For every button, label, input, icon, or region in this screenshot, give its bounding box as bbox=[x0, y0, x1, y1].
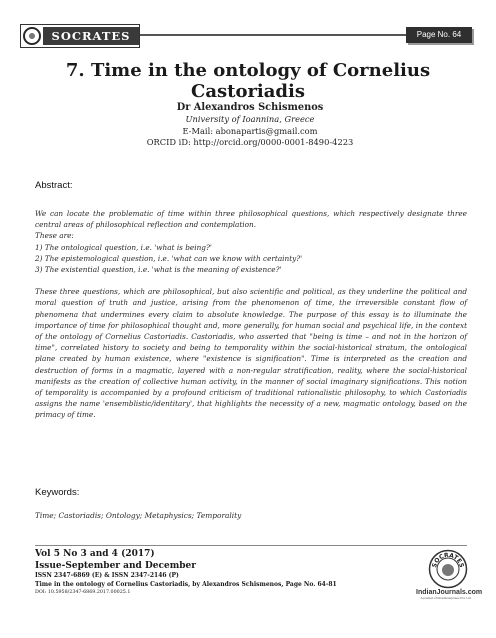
abstract-body bbox=[35, 208, 467, 421]
author-affiliation: University of Ioannina, Greece bbox=[185, 114, 315, 124]
keywords-text: Time; Castoriadis; Ontology; Metaphysics; Temporality bbox=[35, 511, 242, 520]
seal-text: SOCRATES bbox=[431, 551, 465, 569]
socrates-logo-text: SOCRATES bbox=[43, 27, 139, 45]
abstract-question-2: 2) The epistemological question, i.e. 'what can we know with certainty?' bbox=[35, 253, 303, 263]
author-orcid[interactable]: ORCID iD: http://orcid.org/0000-0001-8490-4223 bbox=[146, 137, 354, 147]
footer-rule bbox=[35, 545, 467, 546]
author-name: Dr Alexandros Schismenos bbox=[176, 102, 324, 113]
socrates-seal-icon bbox=[428, 549, 468, 589]
author-block bbox=[60, 101, 440, 149]
socrates-emblem-icon bbox=[23, 27, 41, 45]
page-number-badge: Page No. 64 bbox=[406, 27, 472, 43]
publisher-logo-text: IndianJournals.com bbox=[416, 589, 483, 596]
footer-issue: Issue-September and December bbox=[35, 561, 196, 571]
abstract-paragraph-1: We can locate the problematic of time within three philosophical questions, which respectively designate three central areas of philosophical reflection and contemplation. bbox=[35, 209, 467, 230]
abstract-heading: Abstract: bbox=[35, 180, 73, 191]
keywords-heading: Keywords: bbox=[35, 487, 80, 498]
article-title: 7. Time in the ontology of Cornelius Castoriadis bbox=[65, 60, 431, 102]
abstract-question-3: 3) The existential question, i.e. 'what is the meaning of existence?' bbox=[35, 265, 282, 275]
footer-issn: ISSN 2347-6869 (E) & ISSN 2347-2146 (P) bbox=[35, 572, 179, 579]
footer-citation: Time in the ontology of Cornelius Castoriadis, by Alexandros Schismenos, Page No. 64-81 bbox=[35, 580, 337, 588]
author-email[interactable]: E-Mail: abonapartis@gmail.com bbox=[182, 125, 318, 136]
abstract-question-1: 1) The ontological question, i.e. 'what is being?' bbox=[35, 242, 212, 252]
abstract-paragraph-2: These three questions, which are philosophical, but also scientific and political, as they underline the political and moral question of truth and justice, arising from the phenomenon of time, the irreversible constant flow of phenomena that undermines every claim to absolute knowledge. The purpose of this essay is to illuminate the importance of time for philosophical thought and, more generally, for human social and psychical life, in the context of the ontology of Cornelius Castoriadis. Castoriadis, who asserted that "being is time – and not in the horizon of time", correlated history to society and being to temporality within the social-historical stratum, the ontological plane created by human existence, where "existence is signification". Time is interpreted as the creation and destruction of forms in a magmatic, layered with a non-regular stratification, reality, where the social-historical manifests as the creation of collective human activity, in the manner of social imaginary significations. This notion of temporality is accompanied by a profound criticism of traditional rationalistic philosophy, to which Castoriadis assigns the name 'ensemblistic/identitary', that highlights the necessity of a new, magmatic ontology, based on the primacy of time. bbox=[35, 287, 467, 420]
publisher-tagline: A product of Diva Enterprises Pvt. Ltd. bbox=[420, 596, 472, 600]
header-rule bbox=[140, 34, 406, 36]
abstract-these-are: These are: bbox=[35, 231, 74, 241]
footer bbox=[35, 548, 415, 596]
indianjournals-logo bbox=[416, 589, 483, 600]
footer-volume: Vol 5 No 3 and 4 (2017) bbox=[35, 549, 155, 559]
footer-doi[interactable]: DOI: 10.5958/2347-6869.2017.00025.1 bbox=[35, 590, 131, 595]
socrates-logo bbox=[20, 24, 140, 48]
